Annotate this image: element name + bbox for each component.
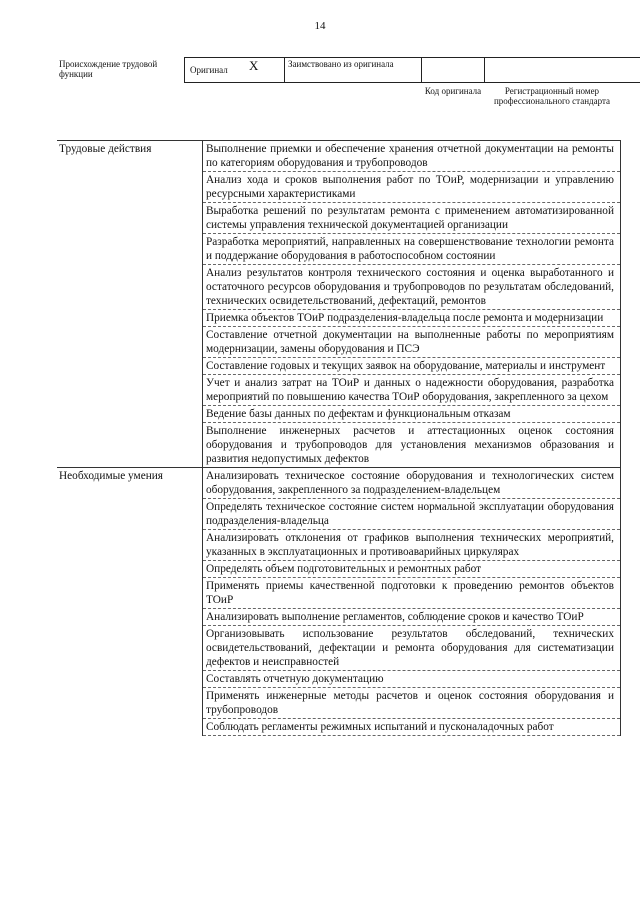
function-table <box>57 140 621 736</box>
list-item: Определять техническое состояние систем нормальной эксплуатации оборудования подразделения-владельца <box>203 499 621 530</box>
original-label: Оригинал <box>190 65 228 75</box>
section-label-cell <box>57 265 203 310</box>
reg-number-caption: Регистрационный номер профессионального стандарта <box>493 86 611 106</box>
table-row <box>57 719 621 736</box>
list-item: Определять объем подготовительных и ремонтных работ <box>203 561 621 578</box>
list-item: Выполнение приемки и обеспечение хранения отчетной документации на ремонты по категориям оборудования и трубопроводов <box>203 141 621 172</box>
table-row <box>57 358 621 375</box>
table-row <box>57 688 621 719</box>
section-label-cell <box>57 423 203 468</box>
table-row <box>57 406 621 423</box>
table-row <box>57 609 621 626</box>
list-item: Выработка решений по результатам ремонта с применением автоматизированной системы управления технической документацией организации <box>203 203 621 234</box>
section-label-cell <box>57 578 203 609</box>
list-item: Применять инженерные методы расчетов и оценок состояния оборудования и трубопроводов <box>203 688 621 719</box>
list-item: Составлять отчетную документацию <box>203 671 621 688</box>
table-row <box>57 375 621 406</box>
section-label-cell <box>57 234 203 265</box>
origin-divider <box>484 57 485 83</box>
origin-label: Происхождение трудовой функции <box>59 59 158 79</box>
section-label-cell <box>57 172 203 203</box>
labor-actions-section <box>57 141 621 468</box>
section-label-cell <box>57 327 203 358</box>
section-label: Трудовые действия <box>57 141 203 172</box>
section-label-cell <box>57 626 203 671</box>
section-label-cell <box>57 358 203 375</box>
section-label-cell <box>57 499 203 530</box>
origin-divider <box>421 57 422 83</box>
list-item: Составление годовых и текущих заявок на оборудование, материалы и инструмент <box>203 358 621 375</box>
list-item: Ведение базы данных по дефектам и функциональным отказам <box>203 406 621 423</box>
section-label-cell <box>57 530 203 561</box>
section-label-cell <box>57 203 203 234</box>
table-row <box>57 310 621 327</box>
table-row <box>57 234 621 265</box>
table-row <box>57 265 621 310</box>
table-row <box>57 327 621 358</box>
list-item: Анализировать выполнение регламентов, соблюдение сроков и качество ТОиР <box>203 609 621 626</box>
section-label-cell <box>57 671 203 688</box>
list-item: Соблюдать регламенты режимных испытаний и пусконаладочных работ <box>203 719 621 736</box>
borrowed-label: Заимствовано из оригинала <box>288 59 394 69</box>
list-item: Анализ хода и сроков выполнения работ по ТОиР, модернизации и управлению ресурсными характеристиками <box>203 172 621 203</box>
table-row <box>57 671 621 688</box>
section-label-cell <box>57 561 203 578</box>
table-row <box>57 499 621 530</box>
original-mark: X <box>249 58 259 73</box>
code-caption: Код оригинала <box>424 86 482 96</box>
table-row <box>57 423 621 468</box>
list-item: Анализировать отклонения от графиков выполнения технических мероприятий, указанных в эксплуатационных и противоаварийных циркулярах <box>203 530 621 561</box>
section-label-cell <box>57 719 203 736</box>
page-number: 14 <box>314 20 326 32</box>
list-item: Применять приемы качественной подготовки к проведению ремонтов объектов ТОиР <box>203 578 621 609</box>
table-row <box>57 561 621 578</box>
section-label-cell <box>57 406 203 423</box>
section-label-cell <box>57 375 203 406</box>
section-label-cell <box>57 688 203 719</box>
origin-divider <box>284 57 285 83</box>
list-item: Учет и анализ затрат на ТОиР и данных о надежности оборудования, разработка мероприятий по повышению качества ТОиР оборудования, закрепленного за цехом <box>203 375 621 406</box>
list-item: Анализировать техническое состояние оборудования и технологических систем оборудования, закрепленного за подразделением-владельцем <box>203 468 621 499</box>
section-label: Необходимые умения <box>57 468 203 499</box>
list-item: Разработка мероприятий, направленных на совершенствование технологии ремонта и поддержание оборудования в работоспособном состоянии <box>203 234 621 265</box>
section-label-cell <box>57 609 203 626</box>
list-item: Приемка объектов ТОиР подразделения-владельца после ремонта и модернизации <box>203 310 621 327</box>
list-item: Организовывать использование результатов обследований, технических освидетельствований, дефектации и ремонта оборудования для систематизации дефектов и неисправностей <box>203 626 621 671</box>
skills-section <box>57 468 621 736</box>
table-row <box>57 172 621 203</box>
section-label-cell <box>57 310 203 327</box>
table-row <box>57 203 621 234</box>
table-row <box>57 468 621 499</box>
list-item: Выполнение инженерных расчетов и аттестационных оценок состояния оборудования и трубопроводов для установления механизмов образования и развития недопустимых дефектов <box>203 423 621 468</box>
list-item: Анализ результатов контроля технического состояния и оценка выработанного и остаточного ресурсов оборудования и трубопроводов по результатам обследований, технических освидетельствований, дефектаций, ремонтов <box>203 265 621 310</box>
table-row <box>57 530 621 561</box>
table-row <box>57 141 621 172</box>
list-item: Составление отчетной документации на выполненные работы по мероприятиям модернизации, замены оборудования и ПСЭ <box>203 327 621 358</box>
table-row <box>57 626 621 671</box>
table-row <box>57 578 621 609</box>
